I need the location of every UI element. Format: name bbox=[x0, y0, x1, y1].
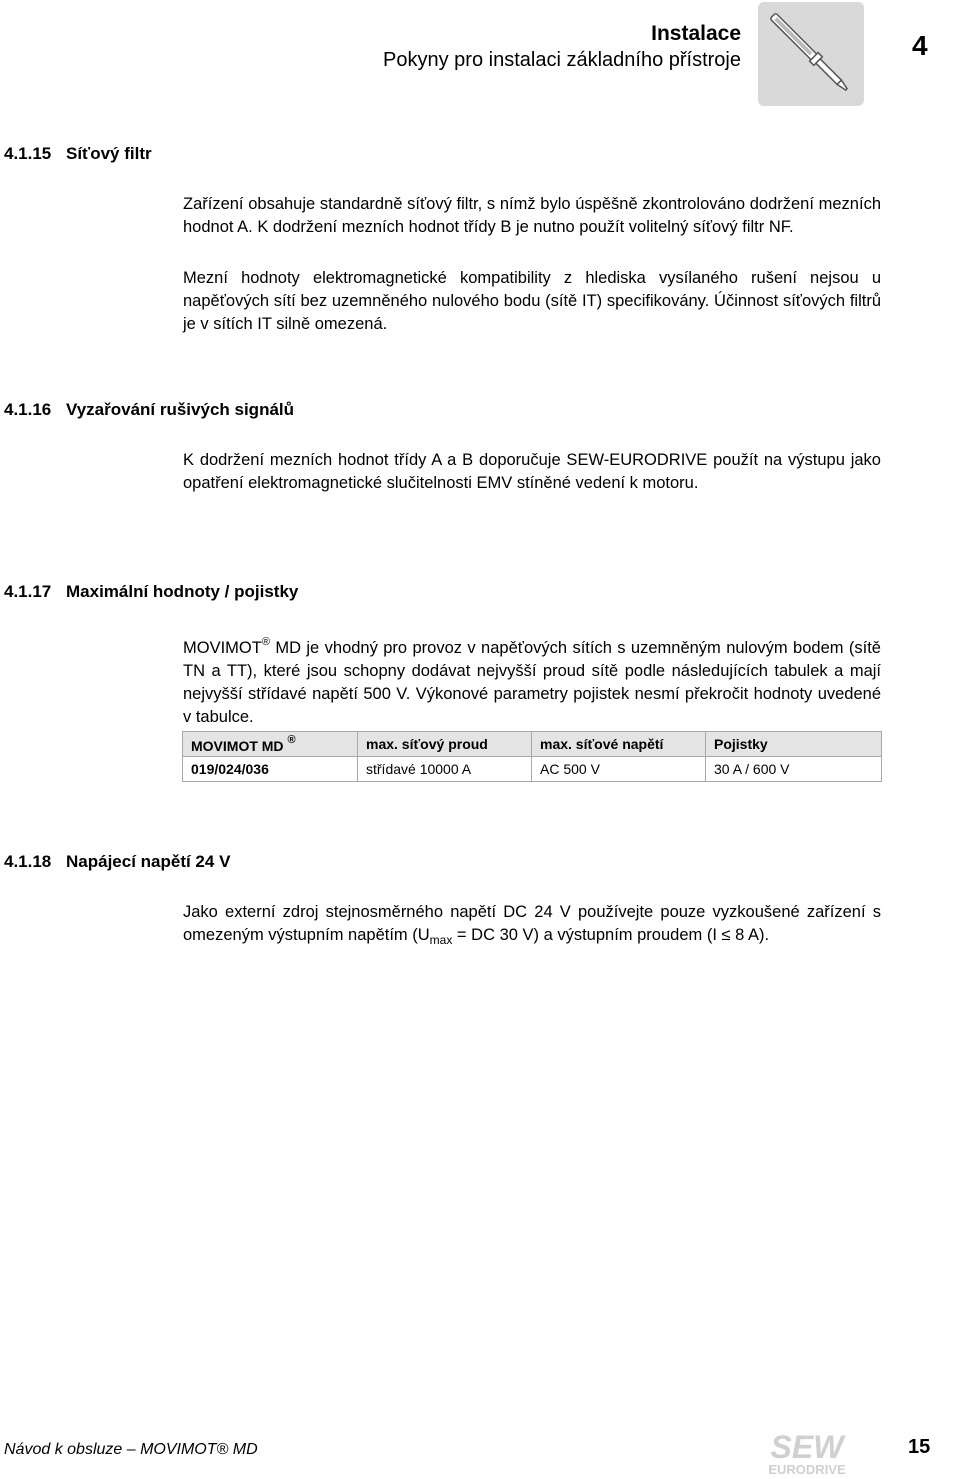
logo-text-top: SEW bbox=[770, 1429, 844, 1465]
table-header-cell: max. síťové napětí bbox=[532, 732, 706, 757]
section-title: Vyzařování rušivých signálů bbox=[66, 400, 295, 419]
section-number: 4.1.17 bbox=[4, 582, 52, 601]
table-header-cell: max. síťový proud bbox=[358, 732, 532, 757]
registered-mark: ® bbox=[261, 636, 270, 648]
section-number: 4.1.15 bbox=[4, 144, 52, 163]
table-header-cell: MOVIMOT MD ® bbox=[183, 732, 358, 757]
logo-text-bottom: EURODRIVE bbox=[768, 1462, 846, 1477]
text: = DC 30 V) a výstupním proudem (I ≤ 8 A). bbox=[452, 926, 770, 944]
paragraph: Mezní hodnoty elektromagnetické kompatibility z hlediska vysílaného rušení nejsou u napěťových sítí bez uzemněného nulového bodu (sítě IT) specifikovány. Účinnost síťových filtrů je v sítích IT silně omezená. bbox=[183, 269, 881, 333]
footer-manual-title: Návod k obsluze – MOVIMOT® MD bbox=[4, 1441, 258, 1458]
text: Jako externí zdroj stejnosměrného napětí DC 24 V používejte pouze vyzkoušené zařízení s omezeným výstupním napětím (U bbox=[183, 903, 881, 944]
table-cell: střídavé 10000 A bbox=[358, 757, 532, 782]
subscript: max bbox=[429, 933, 453, 947]
table-row bbox=[183, 757, 882, 782]
section-heading-4-1-17 bbox=[4, 582, 298, 602]
table-cell: 30 A / 600 V bbox=[706, 757, 882, 782]
section-heading-4-1-18 bbox=[4, 852, 230, 872]
header-title: Instalace bbox=[651, 22, 741, 45]
sew-eurodrive-logo bbox=[752, 1428, 862, 1478]
section-heading-4-1-16 bbox=[4, 400, 294, 420]
table-header-cell: Pojistky bbox=[706, 732, 882, 757]
paragraph bbox=[183, 901, 881, 952]
table-cell: AC 500 V bbox=[532, 757, 706, 782]
text: MOVIMOT bbox=[183, 639, 262, 657]
section-title: Maximální hodnoty / pojistky bbox=[66, 582, 299, 601]
fuse-table bbox=[182, 731, 882, 782]
screwdriver-icon bbox=[758, 2, 864, 106]
table-cell: 019/024/036 bbox=[183, 757, 358, 782]
section-heading-4-1-15 bbox=[4, 144, 152, 164]
paragraph: Zařízení obsahuje standardně síťový filtr, s nímž bylo úspěšně zkontrolováno dodržení mezních hodnot A. K dodržení mezních hodnot třídy B je nutno použít volitelný síťový filtr NF. bbox=[183, 195, 881, 236]
text: MD je vhodný pro provoz v napěťových sítích s uzemněným nulovým bodem (sítě TN a TT), které jsou schopny dodávat nejvyšší proud sítě podle následujících tabulek a mají nejvyšší střídavé napětí 500 V. Výkonové parametry pojistek nesmí překročit hodnoty uvedené v tabulce. bbox=[183, 639, 881, 726]
section-title: Napájecí napětí 24 V bbox=[66, 852, 231, 871]
chapter-number: 4 bbox=[912, 30, 928, 61]
paragraph: K dodržení mezních hodnot třídy A a B doporučuje SEW-EURODRIVE použít na výstupu jako opatření elektromagnetické slučitelnosti EMV stíněné vedení k motoru. bbox=[183, 451, 881, 492]
header-subtitle: Pokyny pro instalaci základního přístroje bbox=[383, 49, 741, 71]
section-number: 4.1.16 bbox=[4, 400, 52, 419]
paragraph bbox=[183, 631, 881, 729]
section-title: Síťový filtr bbox=[66, 144, 152, 163]
section-number: 4.1.18 bbox=[4, 852, 52, 871]
registered-mark: ® bbox=[287, 734, 296, 746]
page-number: 15 bbox=[908, 1436, 931, 1458]
table-header-row bbox=[183, 732, 882, 757]
